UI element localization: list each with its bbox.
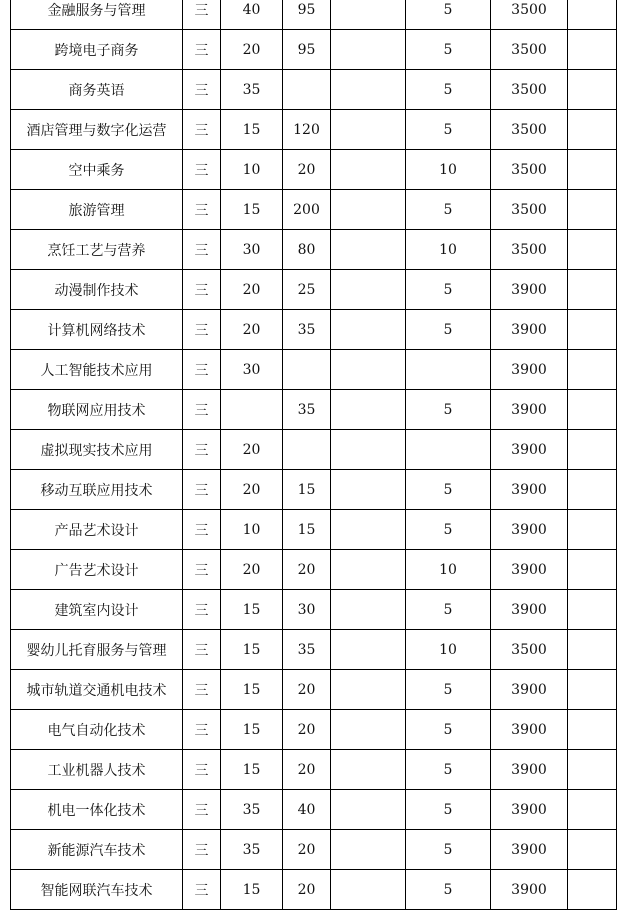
quota-4-cell: 5 — [406, 270, 491, 310]
table-row — [11, 830, 617, 870]
quota-1-cell: 20 — [221, 270, 283, 310]
quota-4-cell: 5 — [406, 110, 491, 150]
quota-2-cell: 200 — [283, 190, 331, 230]
table-row — [11, 350, 617, 390]
quota-4-cell: 5 — [406, 670, 491, 710]
years-cell: 三 — [183, 470, 221, 510]
table-row — [11, 270, 617, 310]
tuition-cell: 3900 — [491, 790, 568, 830]
years-cell: 三 — [183, 30, 221, 70]
quota-4-cell: 5 — [406, 750, 491, 790]
quota-4-cell: 5 — [406, 510, 491, 550]
table-row — [11, 550, 617, 590]
quota-2-cell: 35 — [283, 310, 331, 350]
table-row — [11, 870, 617, 910]
quota-3-cell — [331, 550, 406, 590]
major-cell: 新能源汽车技术 — [11, 830, 183, 870]
quota-3-cell — [331, 70, 406, 110]
note-cell — [568, 830, 617, 870]
note-cell — [568, 190, 617, 230]
note-cell — [568, 430, 617, 470]
tuition-cell: 3500 — [491, 110, 568, 150]
tuition-cell: 3900 — [491, 350, 568, 390]
tuition-cell: 3900 — [491, 710, 568, 750]
years-cell: 三 — [183, 830, 221, 870]
note-cell — [568, 870, 617, 910]
quota-3-cell — [331, 230, 406, 270]
major-cell: 酒店管理与数字化运营 — [11, 110, 183, 150]
table-row — [11, 670, 617, 710]
years-cell: 三 — [183, 270, 221, 310]
major-cell: 跨境电子商务 — [11, 30, 183, 70]
quota-3-cell — [331, 390, 406, 430]
years-cell: 三 — [183, 710, 221, 750]
table-row — [11, 710, 617, 750]
note-cell — [568, 310, 617, 350]
quota-2-cell: 35 — [283, 390, 331, 430]
major-cell: 电气自动化技术 — [11, 710, 183, 750]
years-cell: 三 — [183, 230, 221, 270]
quota-2-cell: 20 — [283, 750, 331, 790]
quota-4-cell: 5 — [406, 70, 491, 110]
tuition-cell: 3900 — [491, 830, 568, 870]
note-cell — [568, 510, 617, 550]
note-cell — [568, 0, 617, 30]
quota-4-cell: 5 — [406, 830, 491, 870]
quota-3-cell — [331, 190, 406, 230]
quota-4-cell: 5 — [406, 190, 491, 230]
quota-4-cell — [406, 350, 491, 390]
major-cell: 城市轨道交通机电技术 — [11, 670, 183, 710]
note-cell — [568, 710, 617, 750]
years-cell: 三 — [183, 630, 221, 670]
note-cell — [568, 350, 617, 390]
quota-4-cell: 5 — [406, 590, 491, 630]
quota-1-cell: 20 — [221, 470, 283, 510]
major-cell: 人工智能技术应用 — [11, 350, 183, 390]
years-cell: 三 — [183, 310, 221, 350]
quota-3-cell — [331, 670, 406, 710]
major-cell: 产品艺术设计 — [11, 510, 183, 550]
tuition-cell: 3900 — [491, 430, 568, 470]
table-row — [11, 390, 617, 430]
tuition-cell: 3900 — [491, 310, 568, 350]
note-cell — [568, 750, 617, 790]
quota-4-cell: 5 — [406, 870, 491, 910]
quota-4-cell: 5 — [406, 790, 491, 830]
table-row — [11, 30, 617, 70]
years-cell: 三 — [183, 150, 221, 190]
quota-4-cell: 5 — [406, 0, 491, 30]
table-row — [11, 150, 617, 190]
quota-3-cell — [331, 350, 406, 390]
quota-2-cell — [283, 350, 331, 390]
years-cell: 三 — [183, 190, 221, 230]
quota-2-cell: 20 — [283, 830, 331, 870]
major-cell: 建筑室内设计 — [11, 590, 183, 630]
tuition-cell: 3900 — [491, 270, 568, 310]
tuition-cell: 3900 — [491, 510, 568, 550]
tuition-cell: 3900 — [491, 390, 568, 430]
major-cell: 移动互联应用技术 — [11, 470, 183, 510]
major-cell: 金融服务与管理 — [11, 0, 183, 30]
quota-1-cell: 15 — [221, 630, 283, 670]
quota-4-cell: 5 — [406, 30, 491, 70]
note-cell — [568, 670, 617, 710]
quota-3-cell — [331, 310, 406, 350]
quota-1-cell: 35 — [221, 70, 283, 110]
quota-3-cell — [331, 30, 406, 70]
quota-1-cell: 15 — [221, 190, 283, 230]
years-cell: 三 — [183, 550, 221, 590]
note-cell — [568, 390, 617, 430]
quota-1-cell: 15 — [221, 110, 283, 150]
tuition-cell: 3900 — [491, 470, 568, 510]
quota-2-cell: 120 — [283, 110, 331, 150]
major-cell: 旅游管理 — [11, 190, 183, 230]
tuition-cell: 3500 — [491, 630, 568, 670]
table-row — [11, 230, 617, 270]
tuition-cell: 3500 — [491, 190, 568, 230]
quota-2-cell: 80 — [283, 230, 331, 270]
tuition-cell: 3500 — [491, 230, 568, 270]
quota-3-cell — [331, 590, 406, 630]
quota-2-cell: 20 — [283, 150, 331, 190]
years-cell: 三 — [183, 750, 221, 790]
years-cell: 三 — [183, 430, 221, 470]
tuition-cell: 3900 — [491, 550, 568, 590]
note-cell — [568, 30, 617, 70]
quota-1-cell: 10 — [221, 150, 283, 190]
quota-3-cell — [331, 470, 406, 510]
quota-3-cell — [331, 270, 406, 310]
quota-1-cell: 30 — [221, 350, 283, 390]
quota-3-cell — [331, 110, 406, 150]
tuition-cell: 3500 — [491, 30, 568, 70]
note-cell — [568, 70, 617, 110]
major-cell: 婴幼儿托育服务与管理 — [11, 630, 183, 670]
quota-2-cell: 40 — [283, 790, 331, 830]
quota-2-cell — [283, 430, 331, 470]
years-cell: 三 — [183, 670, 221, 710]
years-cell: 三 — [183, 510, 221, 550]
quota-2-cell: 95 — [283, 30, 331, 70]
table-row — [11, 110, 617, 150]
note-cell — [568, 790, 617, 830]
table-row — [11, 70, 617, 110]
quota-2-cell: 20 — [283, 550, 331, 590]
years-cell: 三 — [183, 390, 221, 430]
enrollment-table — [10, 0, 617, 910]
table-row — [11, 470, 617, 510]
major-cell: 智能网联汽车技术 — [11, 870, 183, 910]
table-row — [11, 510, 617, 550]
quota-1-cell: 15 — [221, 590, 283, 630]
quota-1-cell: 35 — [221, 830, 283, 870]
quota-4-cell: 10 — [406, 230, 491, 270]
quota-3-cell — [331, 710, 406, 750]
quota-3-cell — [331, 630, 406, 670]
quota-2-cell: 15 — [283, 510, 331, 550]
quota-1-cell: 15 — [221, 750, 283, 790]
years-cell: 三 — [183, 0, 221, 30]
tuition-cell: 3900 — [491, 670, 568, 710]
tuition-cell: 3900 — [491, 590, 568, 630]
quota-4-cell: 10 — [406, 630, 491, 670]
table-row — [11, 190, 617, 230]
quota-2-cell: 95 — [283, 0, 331, 30]
note-cell — [568, 150, 617, 190]
quota-1-cell: 20 — [221, 30, 283, 70]
quota-4-cell: 5 — [406, 710, 491, 750]
quota-2-cell — [283, 70, 331, 110]
tuition-cell: 3500 — [491, 150, 568, 190]
tuition-cell: 3500 — [491, 0, 568, 30]
table-body — [11, 0, 617, 910]
table-row — [11, 790, 617, 830]
quota-1-cell: 10 — [221, 510, 283, 550]
quota-2-cell: 20 — [283, 670, 331, 710]
major-cell: 物联网应用技术 — [11, 390, 183, 430]
tuition-cell: 3500 — [491, 70, 568, 110]
major-cell: 商务英语 — [11, 70, 183, 110]
major-cell: 烹饪工艺与营养 — [11, 230, 183, 270]
table-row — [11, 590, 617, 630]
major-cell: 空中乘务 — [11, 150, 183, 190]
quota-1-cell: 20 — [221, 550, 283, 590]
quota-4-cell: 10 — [406, 150, 491, 190]
quota-3-cell — [331, 150, 406, 190]
quota-3-cell — [331, 750, 406, 790]
note-cell — [568, 590, 617, 630]
years-cell: 三 — [183, 870, 221, 910]
note-cell — [568, 630, 617, 670]
note-cell — [568, 110, 617, 150]
quota-3-cell — [331, 0, 406, 30]
quota-3-cell — [331, 790, 406, 830]
years-cell: 三 — [183, 110, 221, 150]
quota-2-cell: 15 — [283, 470, 331, 510]
table-row — [11, 310, 617, 350]
quota-4-cell: 10 — [406, 550, 491, 590]
quota-1-cell — [221, 390, 283, 430]
quota-1-cell: 20 — [221, 430, 283, 470]
quota-4-cell: 5 — [406, 390, 491, 430]
quota-3-cell — [331, 830, 406, 870]
major-cell: 动漫制作技术 — [11, 270, 183, 310]
quota-4-cell — [406, 430, 491, 470]
quota-4-cell: 5 — [406, 310, 491, 350]
quota-2-cell: 30 — [283, 590, 331, 630]
quota-1-cell: 35 — [221, 790, 283, 830]
table-row — [11, 630, 617, 670]
years-cell: 三 — [183, 350, 221, 390]
tuition-cell: 3900 — [491, 750, 568, 790]
table-row — [11, 430, 617, 470]
quota-1-cell: 40 — [221, 0, 283, 30]
quota-3-cell — [331, 870, 406, 910]
major-cell: 机电一体化技术 — [11, 790, 183, 830]
quota-2-cell: 35 — [283, 630, 331, 670]
major-cell: 计算机网络技术 — [11, 310, 183, 350]
note-cell — [568, 470, 617, 510]
quota-1-cell: 30 — [221, 230, 283, 270]
major-cell: 广告艺术设计 — [11, 550, 183, 590]
quota-1-cell: 20 — [221, 310, 283, 350]
table-row — [11, 0, 617, 30]
tuition-cell: 3900 — [491, 870, 568, 910]
major-cell: 虚拟现实技术应用 — [11, 430, 183, 470]
quota-3-cell — [331, 510, 406, 550]
table-row — [11, 750, 617, 790]
major-cell: 工业机器人技术 — [11, 750, 183, 790]
quota-2-cell: 25 — [283, 270, 331, 310]
quota-1-cell: 15 — [221, 670, 283, 710]
note-cell — [568, 230, 617, 270]
quota-3-cell — [331, 430, 406, 470]
years-cell: 三 — [183, 790, 221, 830]
quota-4-cell: 5 — [406, 470, 491, 510]
quota-1-cell: 15 — [221, 710, 283, 750]
quota-1-cell: 15 — [221, 870, 283, 910]
years-cell: 三 — [183, 590, 221, 630]
years-cell: 三 — [183, 70, 221, 110]
quota-2-cell: 20 — [283, 710, 331, 750]
note-cell — [568, 550, 617, 590]
note-cell — [568, 270, 617, 310]
quota-2-cell: 20 — [283, 870, 331, 910]
